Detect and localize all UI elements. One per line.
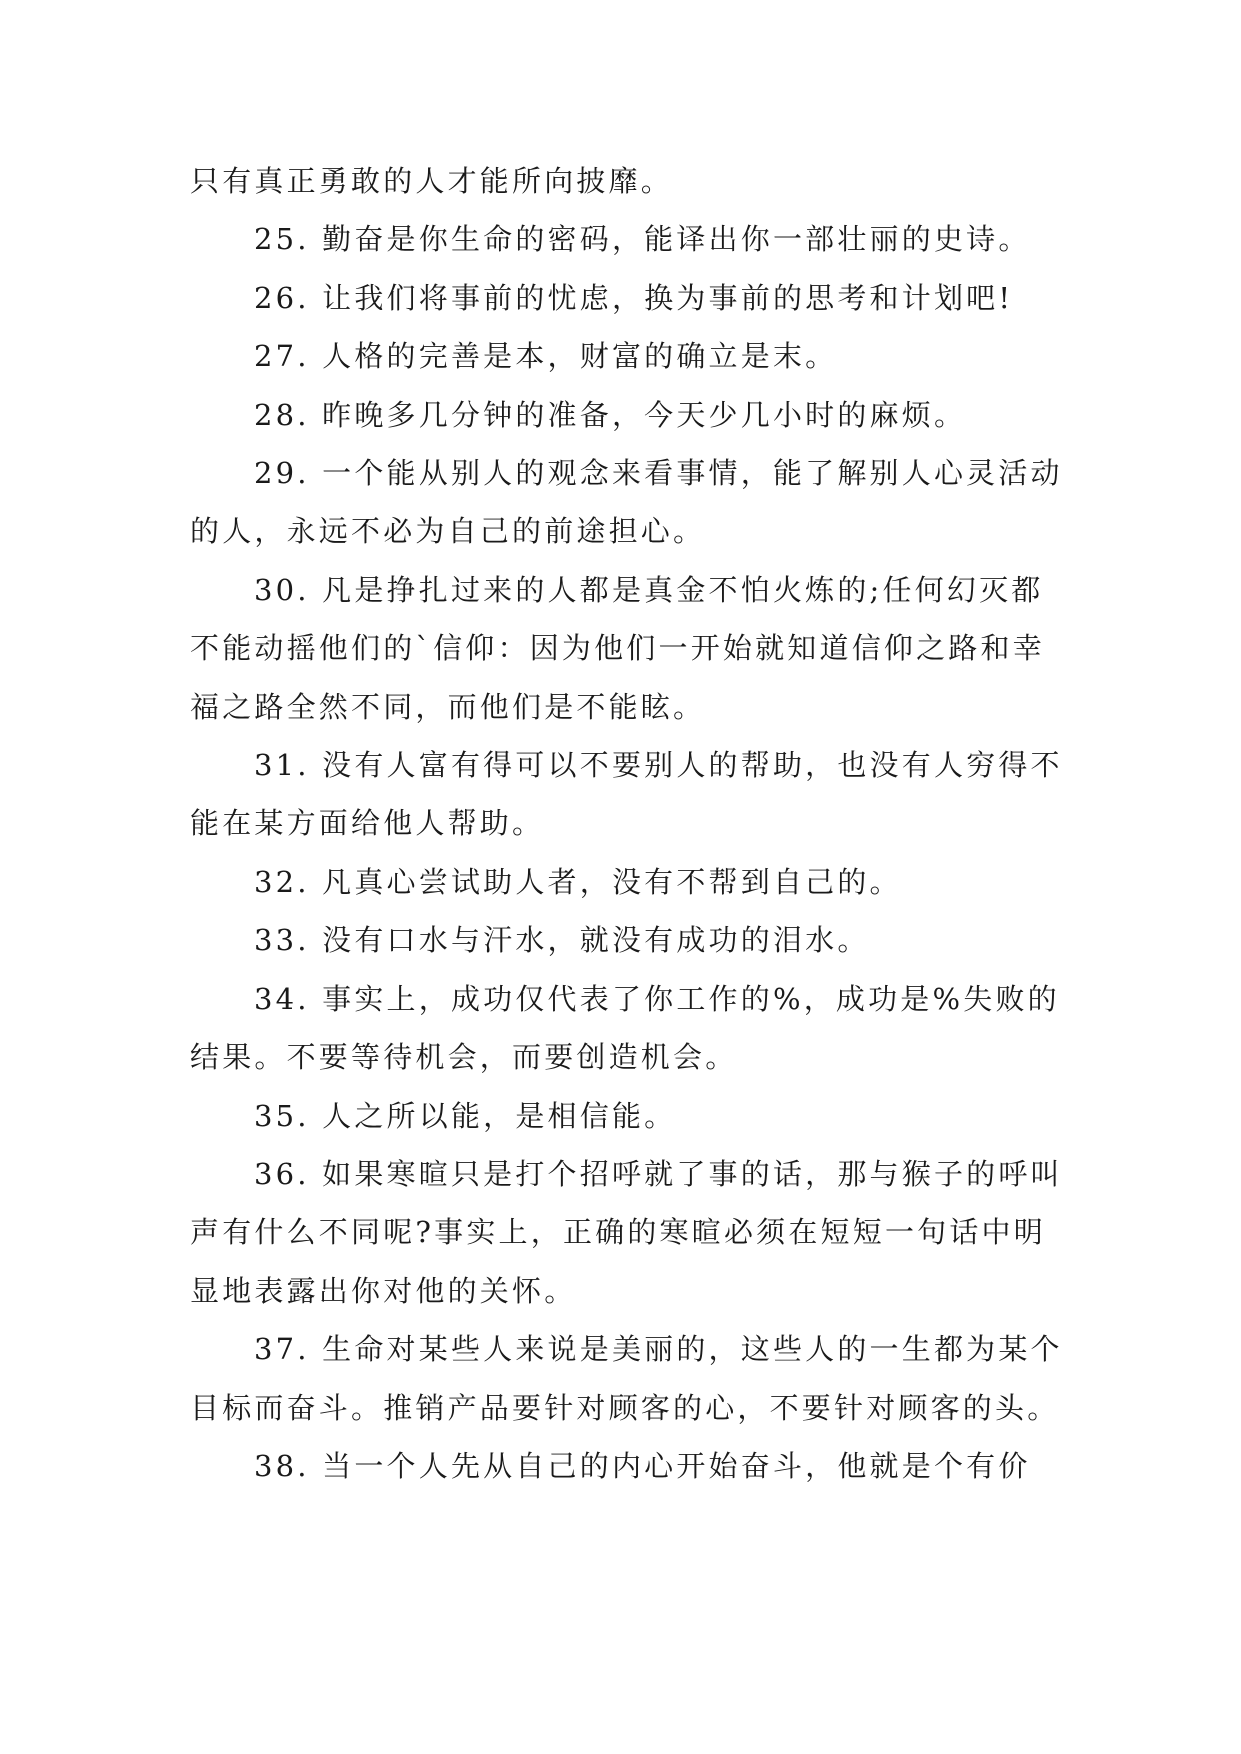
paragraph-36: 36. 如果寒暄只是打个招呼就了事的话，那与猴子的呼叫声有什么不同呢?事实上，正确的寒暄必须在短短一句话中明显地表露出你对他的关怀。: [190, 1156, 1063, 1308]
paragraph-31: 31. 没有人富有得可以不要别人的帮助，也没有人穷得不能在某方面给他人帮助。: [190, 748, 1063, 841]
paragraph-27: 27. 人格的完善是本，财富的确立是末。: [254, 339, 838, 374]
paragraph-32: 32. 凡真心尝试助人者，没有不帮到自己的。: [254, 864, 902, 899]
paragraph-33: 33. 没有口水与汗水，就没有成功的泪水。: [254, 923, 870, 958]
paragraph-25: 25. 勤奋是你生命的密码，能译出你一部壮丽的史诗。: [254, 222, 1031, 257]
paragraph-continuation: 只有真正勇敢的人才能所向披靡。: [190, 164, 674, 198]
paragraph-38: 38. 当一个人先从自己的内心开始奋斗，他就是个有价: [254, 1448, 1031, 1483]
paragraph-28: 28. 昨晚多几分钟的准备，今天少几小时的麻烦。: [254, 397, 967, 432]
paragraph-34: 34. 事实上，成功仅代表了你工作的%，成功是%失败的结果。不要等待机会，而要创造机会。: [190, 981, 1060, 1075]
paragraph-37: 37. 生命对某些人来说是美丽的，这些人的一生都为某个目标而奋斗。推销产品要针对顾客的心，不要针对顾客的头。: [190, 1332, 1063, 1425]
paragraph-35: 35. 人之所以能，是相信能。: [254, 1098, 677, 1133]
paragraph-29: 29. 一个能从别人的观念来看事情，能了解别人心灵活动的人，永远不必为自己的前途担心。: [190, 456, 1063, 549]
paragraph-26: 26. 让我们将事前的忧虑，换为事前的思考和计划吧!: [254, 280, 1014, 315]
document-body: [190, 152, 1070, 1495]
paragraph-30: 30. 凡是挣扎过来的人都是真金不怕火炼的;任何幻灭都不能动摇他们的`信仰：因为他们一开始就知道信仰之路和幸福之路全然不同，而他们是不能眩。: [190, 572, 1045, 724]
